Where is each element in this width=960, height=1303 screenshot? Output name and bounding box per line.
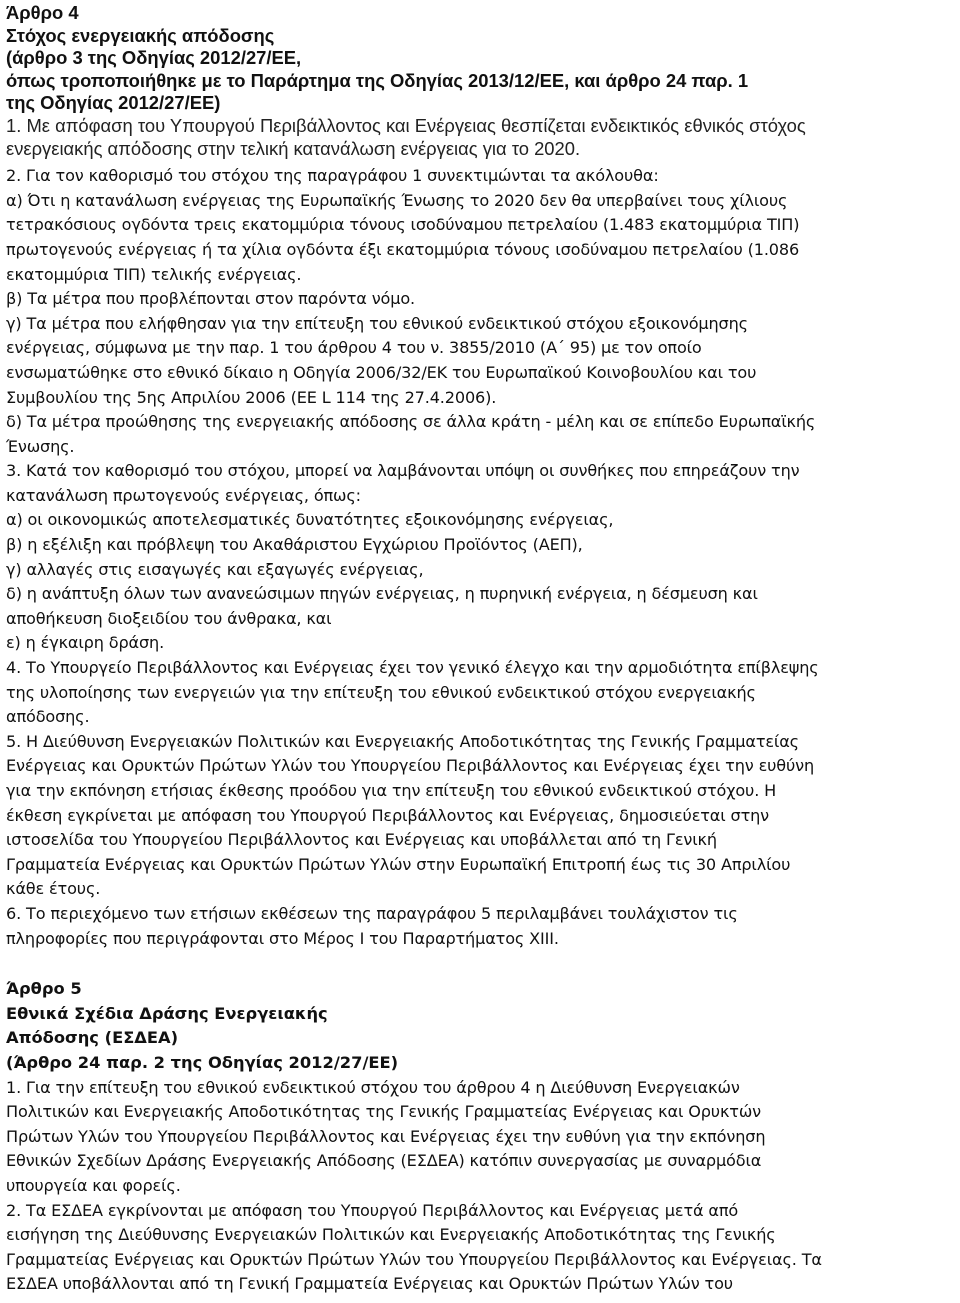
- article-4-number: Άρθρο 4: [6, 2, 79, 23]
- article-4-body: [6, 164, 956, 951]
- paragraph-line: 2. Για τον καθορισμό του στόχου της παραγράφου 1 συνεκτιμώνται τα ακόλουθα:: [6, 166, 659, 186]
- paragraph-line: α) Ότι η κατανάλωση ενέργειας της Ευρωπαϊκής Ένωσης το 2020 δεν θα υπερβαίνει τους χίλιους: [6, 190, 788, 210]
- paragraph-line: α) οι οικονομικώς αποτελεσματικές δυνατότητες εξοικονόμησης ενέργειας,: [6, 510, 614, 530]
- paragraph-line: Συμβουλίου της 5ης Απριλίου 2006 (ΕΕ L 114 της 27.4.2006).: [6, 387, 497, 407]
- paragraph-line: 1. Με απόφαση του Υπουργού Περιβάλλοντος και Ενέργειας θεσπίζεται ενδεικτικός εθνικός στόχος: [6, 114, 806, 136]
- paragraph-line: πρωτογενούς ενέργειας ή τα χίλια ογδόντα έξι εκατομμύρια τόνους ισοδύναμου πετρελαίου (1.086: [6, 239, 800, 259]
- document-page: [6, 0, 956, 1297]
- paragraph-line: β) Τα μέτρα που προβλέπονται στον παρόντα νόμο.: [6, 289, 415, 309]
- paragraph-line: 1. Για την επίτευξη του εθνικού ενδεικτικού στόχου του άρθρου 4 η Διεύθυνση Ενεργειακών: [6, 1077, 740, 1097]
- article-5-reference: (Άρθρο 24 παρ. 2 της Οδηγίας 2012/27/ΕΕ): [6, 1052, 399, 1072]
- article-4-paragraph-1: [6, 115, 956, 160]
- paragraph-line: Εθνικών Σχεδίων Δράσης Ενεργειακής Απόδοσης (ΕΣΔΕΑ) κατόπιν συνεργασίας με συναρμόδια: [6, 1151, 762, 1171]
- article-4-heading: [6, 0, 956, 115]
- paragraph-line: Γραμματεία Ενέργειας και Ορυκτών Πρώτων Υλών στην Ευρωπαϊκή Επιτροπή έως τις 30 Απριλίου: [6, 854, 791, 874]
- paragraph-line: 5. Η Διεύθυνση Ενεργειακών Πολιτικών και Ενεργειακής Αποδοτικότητας της Γενικής Γραμματείας: [6, 731, 799, 751]
- paragraph-line: κατανάλωση πρωτογενούς ενέργειας, όπως:: [6, 485, 361, 505]
- paragraph-line: γ) Τα μέτρα που ελήφθησαν για την επίτευξη του εθνικού ενδεικτικού στόχου εξοικονόμησης: [6, 313, 748, 333]
- paragraph-line: της υλοποίησης των ενεργειών για την επίτευξη του εθνικού ενδεικτικού στόχου ενεργειακής: [6, 682, 756, 702]
- paragraph-line: ε) η έγκαιρη δράση.: [6, 633, 165, 653]
- paragraph-line: 6. Το περιεχόμενο των ετήσιων εκθέσεων της παραγράφου 5 περιλαμβάνει τουλάχιστον τις: [6, 903, 738, 923]
- paragraph-line: ενέργειας, σύμφωνα με την παρ. 1 του άρθρου 4 του ν. 3855/2010 (Α΄ 95) με τον οποίο: [6, 338, 702, 358]
- paragraph-line: γ) αλλαγές στις εισαγωγές και εξαγωγές ενέργειας,: [6, 559, 424, 579]
- paragraph-line: δ) Τα μέτρα προώθησης της ενεργειακής απόδοσης σε άλλα κράτη - μέλη και σε επίπεδο Ευρωπαϊκής: [6, 412, 816, 432]
- paragraph-line: β) η εξέλιξη και πρόβλεψη του Ακαθάριστου Εγχώριου Προϊόντος (ΑΕΠ),: [6, 535, 583, 555]
- article-5-title-line-1: Εθνικά Σχέδια Δράσης Ενεργειακής: [6, 1003, 328, 1023]
- paragraph-line: τετρακόσιους ογδόντα τρεις εκατομμύρια τόνους ισοδύναμου πετρελαίου (1.483 εκατομμύρια ΤΙΠ): [6, 215, 800, 235]
- paragraph-line: ενεργειακής απόδοσης στην τελική κατανάλωση ενέργειας για το 2020.: [6, 137, 581, 159]
- paragraph-line: ενσωματώθηκε στο εθνικό δίκαιο η Οδηγία 2006/32/ΕΚ του Ευρωπαϊκού Κοινοβουλίου και του: [6, 362, 757, 382]
- paragraph-line: δ) η ανάπτυξη όλων των ανανεώσιμων πηγών ενέργειας, η πυρηνική ενέργεια, η δέσμευση και: [6, 584, 758, 604]
- paragraph-line: Πρώτων Υλών του Υπουργείου Περιβάλλοντος και Ενέργειας έχει την ευθύνη για την εκπόνηση: [6, 1126, 766, 1146]
- paragraph-line: Πολιτικών και Ενεργειακής Αποδοτικότητας της Γενικής Γραμματείας Ενέργειας και Ορυκτών: [6, 1102, 762, 1122]
- article-5-number: Άρθρο 5: [6, 979, 82, 999]
- paragraph-line: Γραμματείας Ενέργειας και Ορυκτών Πρώτων Υλών του Υπουργείου Περιβάλλοντος και Ενέργειας. Τα: [6, 1249, 822, 1269]
- paragraph-line: απόδοσης.: [6, 707, 90, 727]
- article-5-heading: [6, 977, 956, 1075]
- paragraph-line: υπουργεία και φορείς.: [6, 1175, 181, 1195]
- article-4-title: Στόχος ενεργειακής απόδοσης: [6, 24, 275, 46]
- paragraph-line: εκατομμύρια ΤΙΠ) τελικής ενέργειας.: [6, 264, 302, 284]
- paragraph-line: 2. Τα ΕΣΔΕΑ εγκρίνονται με απόφαση του Υπουργού Περιβάλλοντος και Ενέργειας μετά από: [6, 1200, 739, 1220]
- paragraph-line: Ένωσης.: [6, 436, 75, 456]
- paragraph-line: εισήγηση της Διεύθυνσης Ενεργειακών Πολιτικών και Ενεργειακής Αποδοτικότητας της Γενικής: [6, 1225, 776, 1245]
- section-gap: [6, 951, 956, 977]
- paragraph-line: αποθήκευση διοξειδίου του άνθρακα, και: [6, 608, 332, 628]
- paragraph-line: πληροφορίες που περιγράφονται στο Μέρος Ι του Παραρτήματος ΧΙΙΙ.: [6, 928, 559, 948]
- article-4-reference-line-1: (άρθρο 3 της Οδηγίας 2012/27/ΕΕ,: [6, 47, 302, 69]
- article-5-body: [6, 1076, 956, 1297]
- paragraph-line: ΕΣΔΕΑ υποβάλλονται από τη Γενική Γραμματεία Ενέργειας και Ορυκτών Πρώτων Υλών του: [6, 1274, 733, 1294]
- paragraph-line: κάθε έτους.: [6, 879, 101, 899]
- paragraph-line: για την εκπόνηση ετήσιας έκθεσης προόδου για την επίτευξη του εθνικού ενδεικτικού στόχου. Η: [6, 781, 777, 800]
- article-4-reference-line-3: της Οδηγίας 2012/27/ΕΕ): [6, 92, 221, 114]
- paragraph-line: ιστοσελίδα του Υπουργείου Περιβάλλοντος και Ενέργειας και υποβάλλεται από τη Γενική: [6, 830, 717, 850]
- paragraph-line: 4. Το Υπουργείο Περιβάλλοντος και Ενέργειας έχει τον γενικό έλεγχο και την αρμοδιότητα επίβλεψης: [6, 658, 819, 678]
- article-5-title-line-2: Απόδοσης (ΕΣΔΕΑ): [6, 1028, 179, 1048]
- paragraph-line: Ενέργειας και Ορυκτών Πρώτων Υλών του Υπουργείου Περιβάλλοντος και Ενέργειας έχει την ευθύνη: [6, 756, 815, 776]
- article-4-reference-line-2: όπως τροποποιήθηκε με το Παράρτημα της Οδηγίας 2013/12/ΕΕ, και άρθρο 24 παρ. 1: [6, 69, 749, 91]
- paragraph-line: έκθεση εγκρίνεται με απόφαση του Υπουργού Περιβάλλοντος και Ενέργειας, δημοσιεύεται στην: [6, 805, 769, 825]
- paragraph-line: 3. Κατά τον καθορισμό του στόχου, μπορεί να λαμβάνονται υπόψη οι συνθήκες που επηρεάζουν την: [6, 461, 800, 481]
